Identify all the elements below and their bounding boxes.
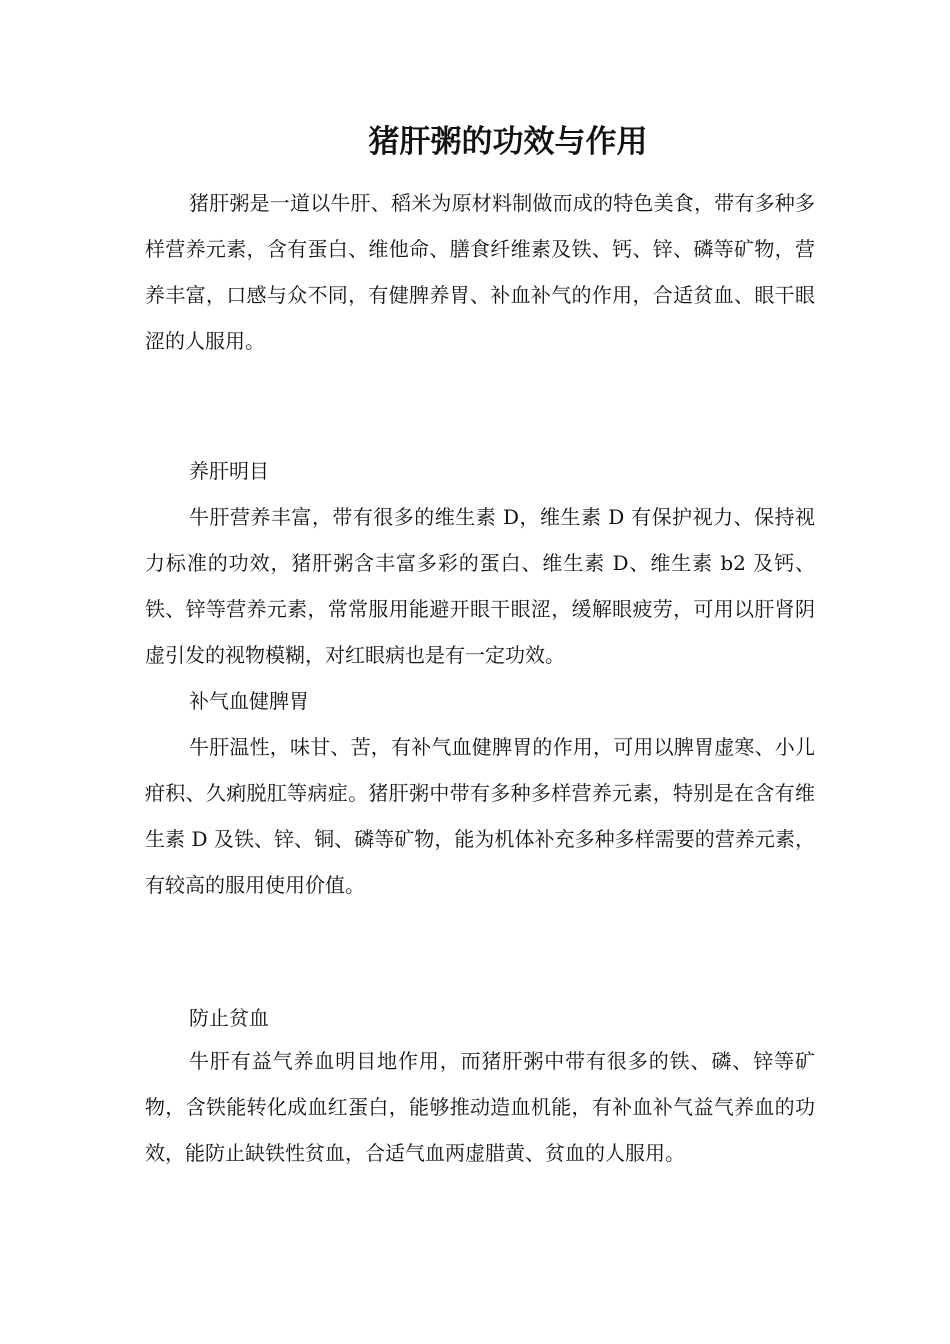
section-body-anemia: 牛肝有益气养血明目地作用，而猪肝粥中带有很多的铁、磷、锌等矿物，含铁能转化成血红蛋白，能够推动造血机能，有补血补气益气养血的功效，能防止缺铁性贫血，合适气血两虚腊黄、贫血的人服用。 (145, 1049, 815, 1165)
document-title-text: 猪肝粥的功效与作用 (368, 124, 648, 160)
document-title (0, 122, 950, 162)
section-heading-liver-eyes: 养肝明目 (189, 459, 269, 483)
section-body-blood-spleen: 牛肝温性，味甘、苦，有补气血健脾胃的作用，可用以脾胃虚寒、小儿疳积、久痢脱肛等病症。猪肝粥中带有多种多样营养元素，特别是在含有维生素 D 及铁、锌、铜、磷等矿物，能为机体补充多种多样需要的营养元素，有较高的服用使用价值。 (145, 735, 815, 897)
intro-paragraph: 猪肝粥是一道以牛肝、稻米为原材料制做而成的特色美食，带有多种多样营养元素，含有蛋白、维他命、膳食纤维素及铁、钙、锌、磷等矿物，营养丰富，口感与众不同，有健脾养胃、补血补气的作用，合适贫血、眼干眼涩的人服用。 (145, 191, 815, 353)
section-heading-blood-spleen: 补气血健脾胃 (189, 689, 309, 713)
section-heading-anemia: 防止贫血 (189, 1006, 269, 1030)
section-body-liver-eyes: 牛肝营养丰富，带有很多的维生素 D，维生素 D 有保护视力、保持视力标准的功效，猪肝粥含丰富多彩的蛋白、维生素 D、维生素 b2 及钙、铁、锌等营养元素，常常服用能避开眼干眼涩，缓解眼疲劳，可用以肝肾阴虚引发的视物模糊，对红眼病也是有一定功效。 (145, 505, 815, 667)
